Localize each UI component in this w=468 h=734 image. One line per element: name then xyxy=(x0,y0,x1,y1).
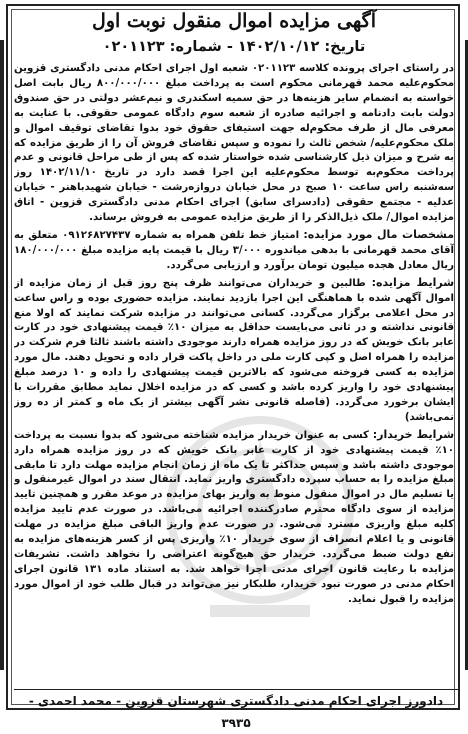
spec-heading: مشخصات مال مورد مزایده: xyxy=(303,228,454,241)
conditions-text: طالبین و خریداران می‌توانند ظرف پنج روز قبل از زمان مزایده از اموال آگهی شده با هماهنگی این اجرا بازدید نمایند. مزایده حضوری بوده و راس ساعت در محل اعلامی برگزار می‌گردد. کسانی می‌توانند در مزایده شرکت نمایند که اولا منع قانونی نداشته و در ثانی می‌بایست حداقل به میزان ۱۰٪ قیمت پیشنهادی خود در کارت عابر بانک خویش که در روز مزایده همراه دارند موجودی داشته باشند ثالثا فرم شرکت در مزایده را همراه اصل و کپی کارت ملی در داخل پاکت قرار داده و تحویل دهند. مال مورد مزایده به کسی فروخته می‌شود که بالاترین قیمت پیشنهادی را داده و ۱۰ درصد مبلغ پیشنهادی خود را واریز کرده باشد و کسی که در مزایده اخلال نماید مطابق مقررات با ایشان برخورد می‌گردد. (فاصله قانونی نشر آگهی بیشتر از یک ماه و کمتر از ده روز نمی‌باشد) xyxy=(14,278,454,423)
buyer-paragraph xyxy=(14,428,454,608)
notice-footer: دادورز اجرای احکام مدنی دادگستری شهرستان قزوین - محمد احمدی - xyxy=(14,689,458,712)
buyer-heading: شرایط خریدار: xyxy=(373,428,454,441)
conditions-paragraph xyxy=(14,276,454,426)
spec-paragraph xyxy=(14,228,454,274)
conditions-heading: شرایط مزایده: xyxy=(372,276,454,289)
buyer-text: کسی به عنوان خریدار مزایده شناخته می‌شود که بدوا نسبت به پرداخت ۱۰٪ قیمت پیشنهادی خود از کارت عابر بانک خویش که در روز مزایده همراه دارد موجودی داشته باشد و سپس حداکثر تا یک ماه از زمان انجام مزایده مهلت دارد تا مابقی مبلغ مزایده را به حساب سپرده دادگستری واریز نماید. انتقال سند در اموال غیرمنقول و یا تسلیم مال در اموال منقول منوط به واریز بهای مزایده در موعد مقرر و همچنین تایید مزایده از سوی دادگاه محترم صادرکننده اجرائیه می‌باشد. در صورت عدم تایید مزایده کلیه مبلغ واریزی مسترد می‌شود. در صورت عدم واریز الباقی مبلغ مزایده در مهلت قانونی و یا اعلام انصراف از سوی خریدار ۱۰٪ واریزی پس از کسر هزینه‌های مزایده به نفع دولت ضبط می‌گردد. خریدار حق هیچ‌گونه اعتراضی را نخواهد داشت. تشریفات مزایده با رعایت قانون اجرای مدنی اجرا خواهد شد. به استناد ماده ۱۳۱ قانون اجرای احکام مدنی در صورت نبود خریدار، طلبکار نیز می‌تواند در قبال طلب خود از اموال مورد مزایده را قبول نماید. xyxy=(14,430,454,605)
intro-paragraph: در راستای اجرای پرونده کلاسه ۰۲۰۱۱۲۳ شعبه اول اجرای احکام مدنی دادگستری قزوین محکوم‌علیه محمد قهرمانی محکوم است به پرداخت مبلغ ۸۰۰/۰۰۰/۰۰۰ ریال بابت اصل خواسته به انضمام سایر هزینه‌ها در حق سمیه اسکندری و نیم‌عشر دولتی در حق صندوق دولت بابت دادنامه و اجرائیه صادره از شعبه سوم دادگاه عمومی حقوقی. با عنایت به معرفی مال از طرف محکوم‌له جهت استیفای حقوق خود بدوا تقاضای توقیف اموال و ملک محکوم‌علیه/ شخص ثالث را نموده و سپس تقاضای فروش آن را از طریق مزایده که به شرح و میزان ذیل کارشناسی شده خواستار شده که پس از طی مراحل قانونی و عدم پرداخت محکوم‌به توسط محکوم‌علیه این اجرا قصد دارد در تاریخ ۱۴۰۲/۱۱/۱۰ روز سه‌شنبه راس ساعت ۱۰ صبح در محل خیابان درواز‌ه‌رشت - خیابان شهیدباهنر - خیابان عدلیه - مجتمع حقوقی (دادسرای سابق) اجرای احکام مدنی دادگستری قزوین - اتاق مزایده اموال/ ملک ذیل‌الذکر را از طریق مزایده عمومی به فروش برساند. xyxy=(14,62,454,226)
spec-text: امتیاز خط تلفن همراه به شماره ۰۹۱۲۶۸۲۷۴۳۷ متعلق به آقای محمد قهرمانی با بدهی میاندوره ۳/۰۰۰ ریال با قیمت پایه مزایده مبلغ ۱۸۰/۰۰۰/۰۰۰ ریال معادل هجده میلیون تومان برآورد و ارزیابی می‌گردد. xyxy=(14,230,454,271)
notice-date-number: تاریخ: ۱۴۰۲/۱۰/۱۲ - شماره: ۰۲۰۱۱۲۳ xyxy=(14,36,454,58)
notice-body xyxy=(14,8,454,702)
left-margin-rule xyxy=(0,40,4,670)
notice-title: آگهی مزایده اموال منقول نوبت اول xyxy=(14,8,454,34)
